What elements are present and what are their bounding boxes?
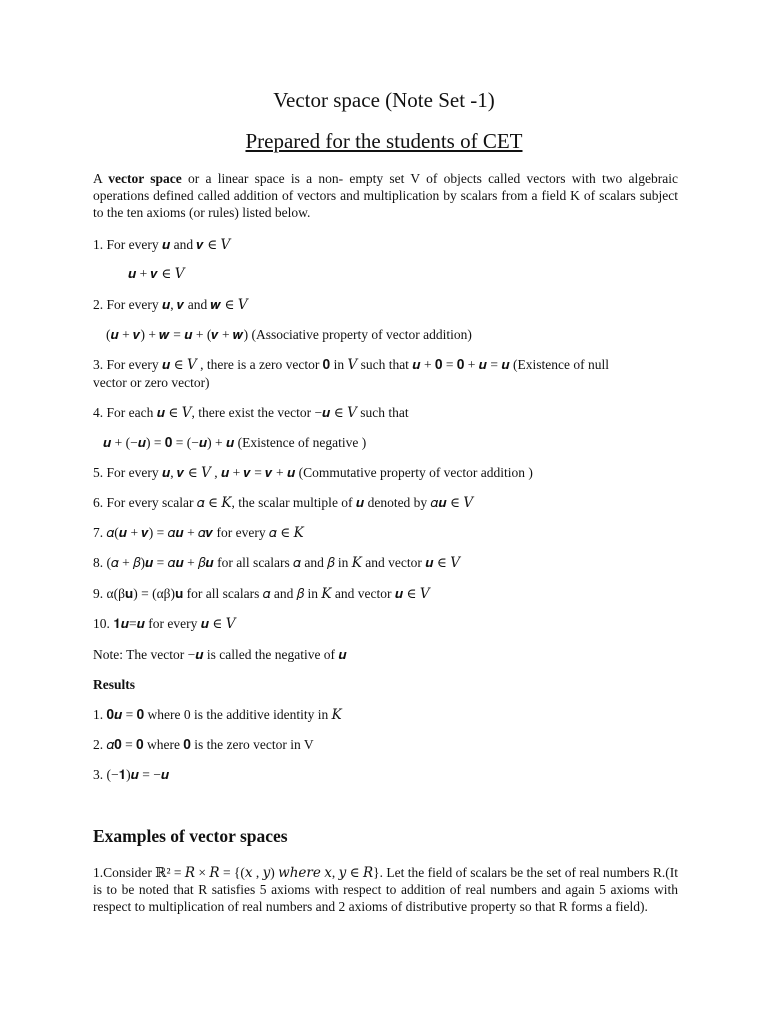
axiom-3: 3. For every 𝒖 ∈ 𝑉 , there is a zero vector 𝟎 in 𝑉 such that 𝒖 + 𝟎 = 𝟎 + 𝒖 = 𝒖 (Existence of null xyxy=(93,357,609,372)
axiom-8: 8. (𝛼 + 𝛽)𝒖 = 𝛼𝒖 + 𝛽𝒖 for all scalars 𝛼 and 𝛽 in 𝐾 and vector 𝒖 ∈ 𝑉 xyxy=(93,555,461,570)
axiom-1: 1. For every 𝒖 and 𝒗 ∈ 𝑉 xyxy=(93,237,231,252)
results-heading: Results xyxy=(93,677,136,692)
intro-term: vector space xyxy=(108,171,182,186)
axiom-9: 9. α(β𝐮) = (αβ)𝐮 for all scalars 𝛼 and 𝛽 in 𝐾 and vector 𝒖 ∈ 𝑉 xyxy=(93,586,430,601)
axiom-1-formula: 𝒖 + 𝒗 ∈ 𝑉 xyxy=(128,266,185,281)
page-subtitle: Prepared for the students of CET xyxy=(245,129,523,153)
result-3: 3. (−𝟏)𝒖 = −𝒖 xyxy=(93,767,170,782)
axiom-2: 2. For every 𝒖, 𝒗 and 𝒘 ∈ 𝑉 xyxy=(93,297,248,312)
axiom-6: 6. For every scalar 𝛼 ∈ 𝐾, the scalar multiple of 𝒖 denoted by 𝛼𝒖 ∈ 𝑉 xyxy=(93,495,474,510)
result-2: 2. 𝛼𝟎 = 𝟎 where 𝟎 is the zero vector in V xyxy=(93,737,314,752)
examples-heading: Examples of vector spaces xyxy=(93,826,288,846)
axiom-7: 7. 𝛼(𝒖 + 𝒗) = 𝛼𝒖 + 𝛼𝒗 for every 𝛼 ∈ 𝐾 xyxy=(93,525,304,540)
note-negative: Note: The vector −𝒖 is called the negative of 𝒖 xyxy=(93,647,347,662)
axiom-2-formula: (𝒖 + 𝒗) + 𝒘 = 𝒖 + (𝒗 + 𝒘) (Associative property of vector addition) xyxy=(106,327,472,342)
intro-paragraph: A vector space or a linear space is a non- empty set V of objects called vectors with two algebraic operations defined called addition of vectors and multiplication by scalars from a field K of scalars subject to the ten axioms (or rules) listed below. xyxy=(93,171,678,220)
axiom-5: 5. For every 𝒖, 𝒗 ∈ 𝑉 , 𝒖 + 𝒗 = 𝒗 + 𝒖 (Commutative property of vector addition ) xyxy=(93,465,533,480)
axiom-3-continued: vector or zero vector) xyxy=(93,375,210,390)
page-title: Vector space (Note Set -1) xyxy=(273,88,495,112)
result-1: 1. 𝟎𝒖 = 𝟎 where 0 is the additive identity in 𝐾 xyxy=(93,707,342,722)
example-1-paragraph: 1.Consider ℝ² = 𝑅 × 𝑅 = {(𝑥 , 𝑦) 𝑤ℎ𝑒𝑟𝑒 𝑥, 𝑦 ∈ 𝑅}. Let the field of scalars be the set of real numbers R.(It is to be noted that R satisfies 5 axioms with respect to addition of real numbers and again 5 axioms with respect to multiplication of real numbers and 2 axioms of distributive property so that R forms a field). xyxy=(93,865,678,914)
axiom-4-formula: 𝒖 + (−𝒖) = 𝟎 = (−𝒖) + 𝒖 (Existence of negative ) xyxy=(103,435,367,450)
axiom-4: 4. For each 𝒖 ∈ 𝑉, there exist the vector −𝒖 ∈ 𝑉 such that xyxy=(93,405,409,420)
axiom-10: 10. 𝟏𝒖=𝒖 for every 𝒖 ∈ 𝑉 xyxy=(93,616,236,631)
